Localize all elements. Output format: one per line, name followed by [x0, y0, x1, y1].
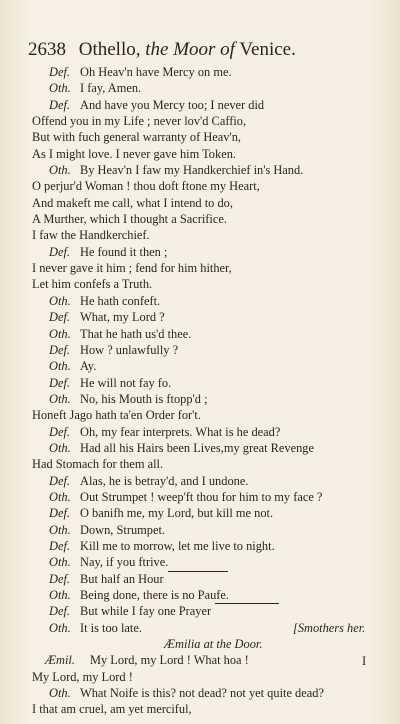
- line-text: My Lord, my Lord !: [32, 669, 133, 684]
- speaker-label: Oth.: [49, 81, 71, 96]
- text-line: [0, 80, 400, 96]
- line-text: What Noife is this? not dead? not yet quite dead?: [80, 686, 324, 701]
- text-line: [0, 489, 400, 505]
- text-line: [0, 211, 400, 227]
- text-line: [0, 652, 400, 668]
- text-line: [0, 162, 400, 178]
- line-text: Ay.: [80, 359, 97, 374]
- page-number: 2638: [28, 39, 66, 60]
- dash-rule: [215, 603, 279, 604]
- text-line: [0, 358, 400, 374]
- line-text: As I might love. I never gave him Token.: [32, 146, 236, 161]
- speaker-label: Oth.: [49, 440, 71, 455]
- text-line: [0, 244, 400, 260]
- line-text: He hath confeft.: [80, 293, 161, 308]
- speaker-label: Oth.: [49, 359, 71, 374]
- speaker-label: Def.: [49, 375, 70, 390]
- line-text: Had Stomach for them all.: [32, 457, 164, 472]
- speaker-label: Def.: [49, 342, 70, 357]
- line-text: My Lord, my Lord ! What hoa !: [90, 653, 249, 668]
- line-text: Alas, he is betray'd, and I undone.: [80, 473, 249, 488]
- text-line: [0, 456, 400, 472]
- speaker-label: Def.: [49, 538, 70, 553]
- line-text: No, his Mouth is ftopp'd ;: [80, 391, 208, 406]
- speaker-label: Def.: [49, 571, 70, 586]
- text-line: [0, 669, 400, 685]
- text-line: [0, 424, 400, 440]
- text-line: [0, 603, 400, 619]
- text-line: [0, 391, 400, 407]
- line-text: I fay, Amen.: [80, 81, 142, 96]
- text-line: [0, 326, 400, 342]
- speaker-label: Æmil.: [45, 653, 75, 668]
- line-text: And have you Mercy too; I never did: [80, 97, 265, 112]
- line-text: He will not fay fo.: [80, 375, 172, 390]
- speaker-label: Def.: [49, 65, 70, 79]
- text-line: [0, 375, 400, 391]
- speaker-label: Def.: [49, 244, 70, 259]
- line-text: And makeft me call, what I intend to do,: [32, 195, 233, 210]
- text-line: [0, 440, 400, 456]
- line-text: That he hath us'd thee.: [80, 326, 192, 341]
- speaker-label: Def.: [49, 473, 70, 488]
- text-line: [0, 146, 400, 162]
- speaker-label: Oth.: [49, 620, 71, 635]
- line-text: I never gave it him ; fend for him hither,: [32, 261, 232, 276]
- dash-rule: [168, 571, 228, 572]
- text-line: [0, 554, 400, 570]
- stage-direction-entrance: Æmilia at the Door.: [164, 637, 263, 652]
- text-line: [0, 97, 400, 113]
- speaker-label: Oth.: [49, 326, 71, 341]
- line-text: He found it then ;: [80, 244, 168, 259]
- text-line: [0, 113, 400, 129]
- line-text: But while I fay one Prayer: [80, 604, 212, 619]
- line-text: But with fuch general warranty of Heav'n,: [32, 130, 242, 145]
- line-text: Kill me to morrow, let me live to night.: [80, 538, 275, 553]
- line-text: Out Strumpet ! weep'ft thou for him to my face ?: [80, 489, 323, 504]
- line-text: I that am cruel, am yet merciful,: [32, 702, 192, 717]
- text-line: [0, 473, 400, 489]
- text-line: [0, 505, 400, 521]
- speaker-label: Def.: [49, 310, 70, 325]
- speaker-label: Def.: [49, 97, 70, 112]
- text-line: [0, 129, 400, 145]
- text-line: [0, 620, 400, 636]
- text-line: [0, 571, 400, 587]
- header-title-subtitle: the Moor of: [145, 39, 235, 60]
- speaker-label: Def.: [49, 506, 70, 521]
- line-text: Nay, if you ftrive.: [80, 555, 169, 570]
- speaker-label: Oth.: [49, 588, 71, 602]
- text-line: [0, 276, 400, 292]
- line-text: Oh, my fear interprets. What is he dead?: [80, 424, 281, 439]
- text-line: [0, 701, 400, 717]
- line-text: But half an Hour: [80, 571, 164, 586]
- speaker-label: Oth.: [49, 522, 71, 537]
- text-line: [0, 685, 400, 701]
- running-header: [28, 38, 388, 62]
- speaker-label: Oth.: [49, 391, 71, 406]
- line-text: O banifh me, my Lord, but kill me not.: [80, 506, 274, 521]
- text-line: [0, 636, 400, 652]
- speaker-label: Oth.: [49, 686, 71, 701]
- text-line: [0, 407, 400, 423]
- play-text: [0, 64, 400, 718]
- line-text: I faw the Handkerchief.: [32, 228, 150, 243]
- text-line: [0, 195, 400, 211]
- line-text: O perjur'd Woman ! thou doft ftone my Heart,: [32, 179, 260, 194]
- line-text: By Heav'n I faw my Handkerchief in's Hand.: [80, 163, 304, 178]
- text-line: [0, 293, 400, 309]
- text-line: [0, 227, 400, 243]
- speaker-label: Oth.: [49, 293, 71, 308]
- header-title-play: Othello,: [78, 39, 141, 60]
- line-text: Being done, there is no Paufe.: [80, 588, 229, 602]
- text-line: [0, 260, 400, 276]
- line-text: How ? unlawfully ?: [80, 342, 179, 357]
- text-line: [0, 309, 400, 325]
- speaker-label: Oth.: [49, 555, 71, 570]
- text-line: [0, 522, 400, 538]
- speaker-label: Oth.: [49, 163, 71, 178]
- line-text: It is too late.: [80, 620, 142, 635]
- line-text: Let him confefs a Truth.: [32, 277, 153, 292]
- stage-direction: [Smothers her.: [293, 620, 366, 635]
- speaker-label: Def.: [49, 604, 70, 619]
- line-text: A Murther, which I thought a Sacrifice.: [32, 212, 227, 227]
- text-line: [0, 64, 400, 80]
- text-line: [0, 342, 400, 358]
- line-text: Offend you in my Life ; never lov'd Caffio,: [32, 114, 247, 129]
- line-text: What, my Lord ?: [80, 310, 165, 325]
- speaker-label: Def.: [49, 424, 70, 439]
- catchword: I: [362, 654, 367, 668]
- line-text: Oh Heav'n have Mercy on me.: [80, 65, 232, 79]
- line-text: Had all his Hairs been Lives,my great Revenge: [80, 440, 314, 455]
- text-line: [0, 538, 400, 554]
- header-title-city: Venice.: [239, 39, 296, 60]
- speaker-label: Oth.: [49, 489, 71, 504]
- line-text: Honeft Jago hath ta'en Order for't.: [32, 408, 201, 423]
- line-text: Down, Strumpet.: [80, 522, 166, 537]
- text-line: [0, 587, 400, 603]
- text-line: [0, 178, 400, 194]
